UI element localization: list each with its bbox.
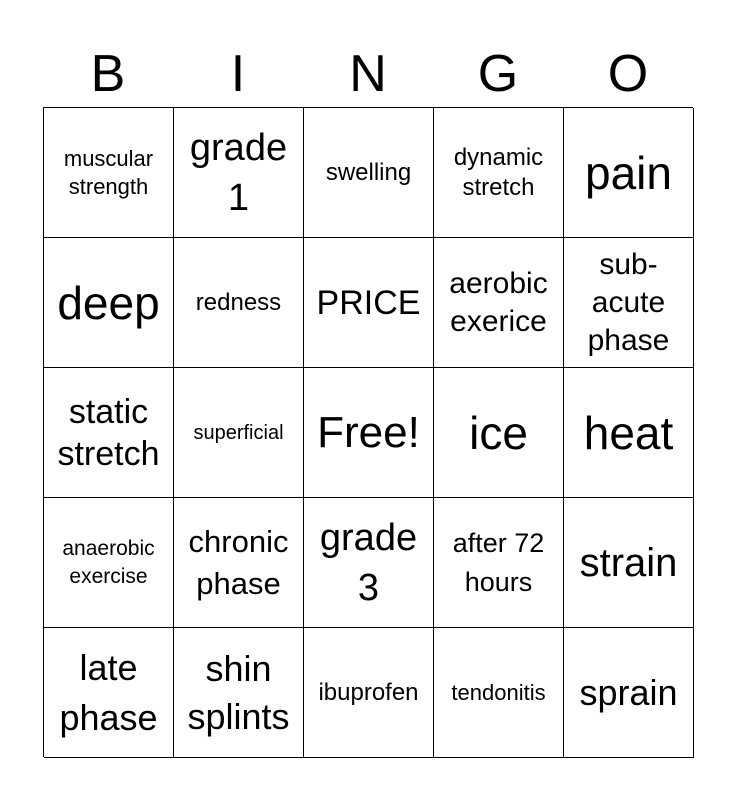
- bingo-cell[interactable]: [44, 238, 174, 368]
- bingo-cell[interactable]: [174, 108, 304, 238]
- bingo-cell[interactable]: [434, 368, 564, 498]
- bingo-header: [43, 44, 693, 104]
- cell-text: deep: [57, 276, 160, 329]
- bingo-cell[interactable]: [564, 498, 694, 628]
- bingo-cell[interactable]: [44, 628, 174, 758]
- cell-text: late phase: [59, 646, 158, 738]
- cell-text: grade 1: [189, 126, 288, 219]
- bingo-cell[interactable]: [434, 628, 564, 758]
- cell-text: grade 3: [319, 516, 418, 609]
- cell-text: chronic phase: [188, 523, 289, 601]
- bingo-cell[interactable]: [564, 238, 694, 368]
- cell-text: superficial: [193, 421, 284, 444]
- bingo-cell[interactable]: [174, 498, 304, 628]
- header-letter-b: B: [90, 45, 126, 103]
- header-letter-o: O: [607, 45, 649, 103]
- header-letter-i: I: [230, 45, 246, 103]
- cell-text: shin splints: [187, 647, 290, 737]
- cell-text: Free!: [317, 407, 420, 457]
- bingo-cell[interactable]: [434, 108, 564, 238]
- bingo-cell[interactable]: [44, 368, 174, 498]
- cell-text: dynamic stretch: [453, 143, 544, 201]
- cell-text: static stretch: [57, 392, 160, 473]
- cell-text: ice: [469, 406, 528, 459]
- cell-text: pain: [585, 146, 672, 199]
- cell-text: sub-acute phase: [587, 247, 670, 357]
- cell-text: redness: [195, 288, 282, 316]
- bingo-cell[interactable]: [434, 238, 564, 368]
- bingo-cell[interactable]: [304, 368, 434, 498]
- cell-text: anaerobic exercise: [62, 536, 155, 588]
- cell-text: sprain: [579, 671, 678, 713]
- cell-text: strain: [579, 540, 678, 585]
- header-letter-g: G: [477, 45, 519, 103]
- bingo-cell[interactable]: [564, 368, 694, 498]
- cell-text: swelling: [325, 158, 412, 186]
- cell-text: ibuprofen: [318, 678, 419, 706]
- bingo-cell[interactable]: [434, 498, 564, 628]
- cell-text: heat: [583, 406, 674, 459]
- bingo-cell[interactable]: [564, 108, 694, 238]
- cell-text: tendonitis: [451, 679, 546, 705]
- bingo-cell[interactable]: [304, 108, 434, 238]
- cell-text: after 72 hours: [452, 527, 545, 597]
- cell-text: PRICE: [316, 283, 421, 322]
- cell-text: aerobic exerice: [449, 266, 548, 338]
- bingo-cell[interactable]: [304, 498, 434, 628]
- bingo-cell[interactable]: [564, 628, 694, 758]
- bingo-cell[interactable]: [44, 108, 174, 238]
- header-letter-n: N: [349, 45, 387, 103]
- bingo-cell[interactable]: [304, 628, 434, 758]
- bingo-cell[interactable]: [174, 238, 304, 368]
- cell-text: muscular strength: [63, 145, 154, 199]
- bingo-grid: [43, 107, 693, 757]
- bingo-cell[interactable]: [44, 498, 174, 628]
- bingo-cell[interactable]: [304, 238, 434, 368]
- bingo-cell[interactable]: [174, 628, 304, 758]
- bingo-cell[interactable]: [174, 368, 304, 498]
